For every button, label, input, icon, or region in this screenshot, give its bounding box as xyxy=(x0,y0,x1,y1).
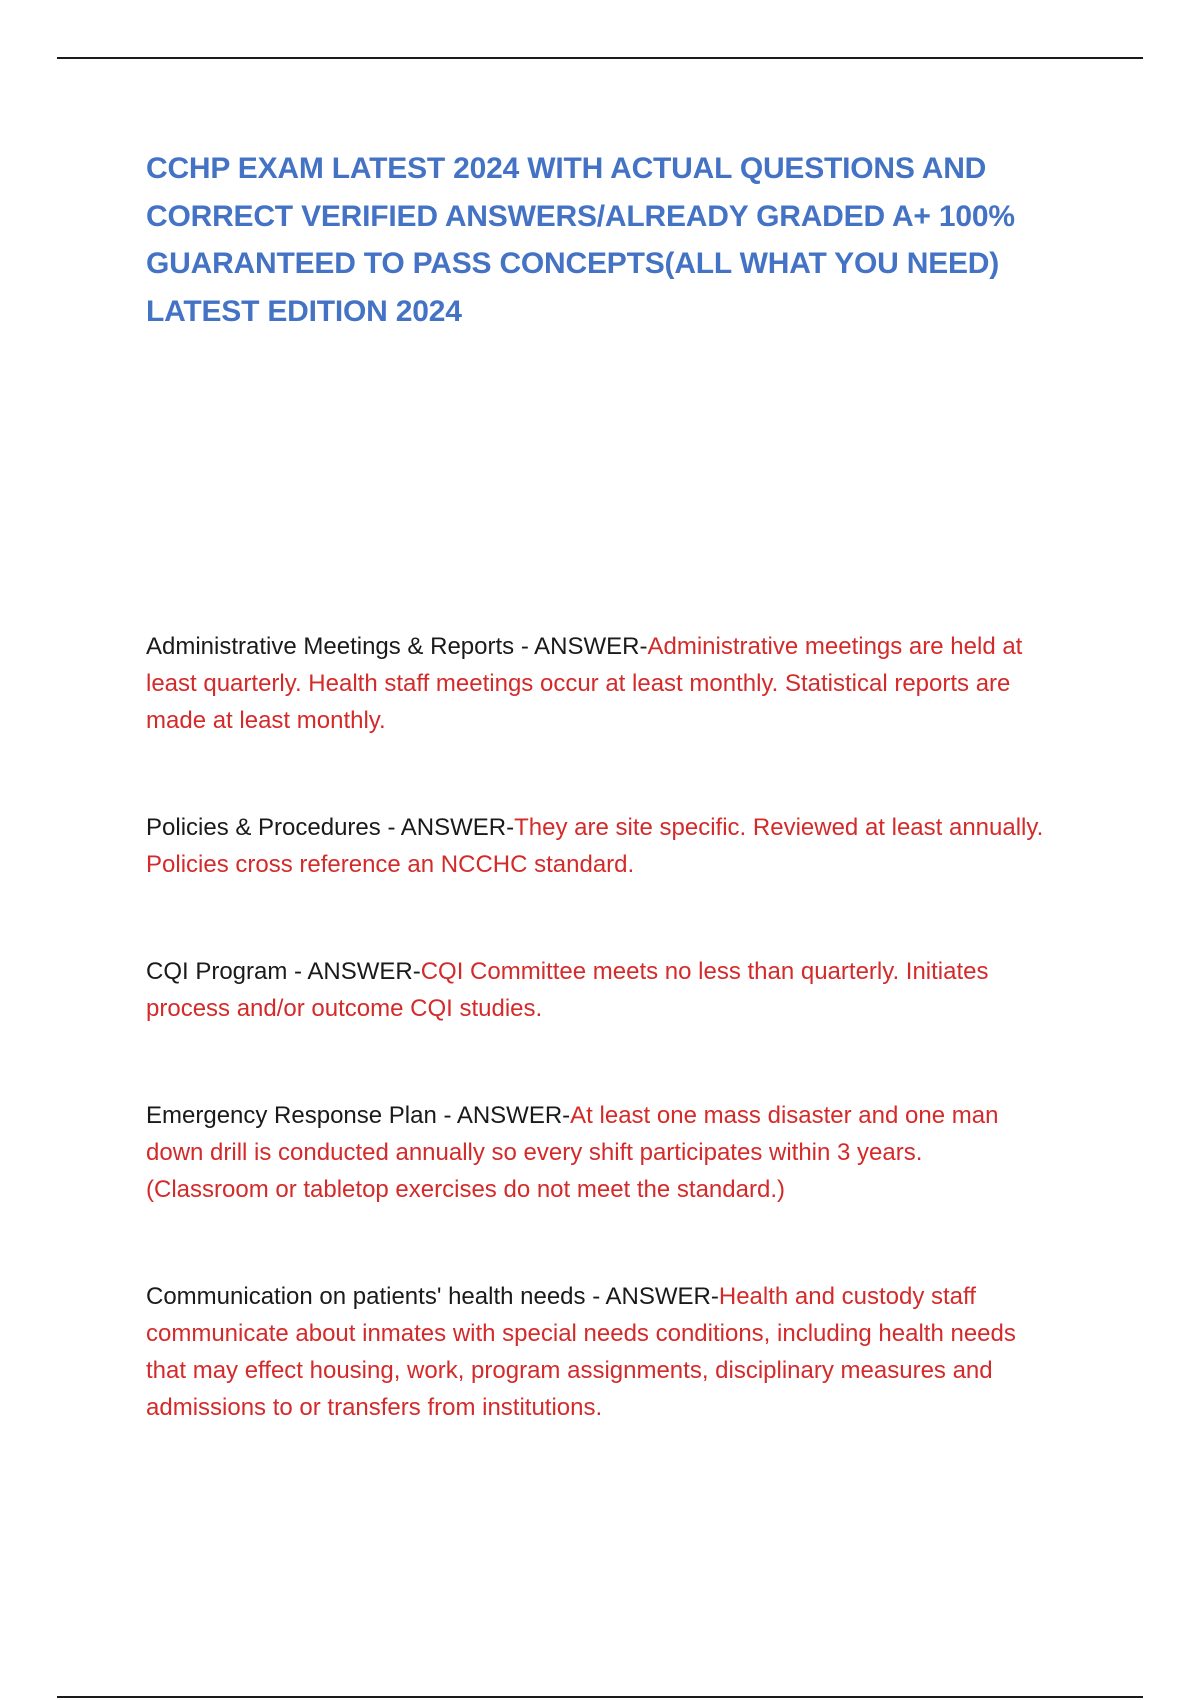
qa-term: Emergency Response Plan xyxy=(146,1102,437,1129)
qa-entry-cqi-program xyxy=(146,953,1046,1027)
qa-answer-separator: - ANSWER- xyxy=(514,633,648,660)
qa-answer-separator: - ANSWER- xyxy=(585,1283,719,1310)
document-title: CCHP EXAM LATEST 2024 WITH ACTUAL QUESTIONS AND CORRECT VERIFIED ANSWERS/ALREADY GRADED A+ 100% GUARANTEED TO PASS CONCEPTS(ALL WHAT YOU NEED) LATEST EDITION 2024 xyxy=(146,152,1015,328)
qa-answer: CQI Committee meets no less than quarterly. Initiates process and/or outcome CQI studies. xyxy=(146,958,989,1022)
qa-answer: They are site specific. Reviewed at least annually. Policies cross reference an NCCHC standard. xyxy=(146,814,1044,878)
qa-answer: Administrative meetings are held at least quarterly. Health staff meetings occur at least monthly. Statistical reports are made at least monthly. xyxy=(146,633,1023,734)
qa-answer: Health and custody staff communicate about inmates with special needs conditions, including health needs that may effect housing, work, program assignments, disciplinary measures and admissions to or transfers from institutions. xyxy=(146,1283,1016,1421)
qa-list xyxy=(146,628,1046,1426)
qa-answer-separator: - ANSWER- xyxy=(287,958,421,985)
qa-entry-emergency-response-plan xyxy=(146,1097,1046,1208)
qa-answer: At least one mass disaster and one man down drill is conducted annually so every shift participates within 3 years. (Classroom or tabletop exercises do not meet the standard.) xyxy=(146,1102,999,1203)
qa-entry-policies-procedures xyxy=(146,809,1046,883)
qa-term: Administrative Meetings & Reports xyxy=(146,633,515,660)
qa-entry-administrative-meetings xyxy=(146,628,1046,739)
top-divider xyxy=(57,57,1143,59)
qa-term: Policies & Procedures xyxy=(146,814,381,841)
qa-entry-communication-health-needs xyxy=(146,1278,1046,1426)
bottom-divider xyxy=(57,1696,1143,1698)
qa-answer-separator: - ANSWER- xyxy=(380,814,515,841)
qa-term: Communication on patients' health needs xyxy=(146,1283,586,1310)
qa-term: CQI Program xyxy=(146,958,288,985)
qa-answer-separator: - ANSWER- xyxy=(436,1102,571,1129)
